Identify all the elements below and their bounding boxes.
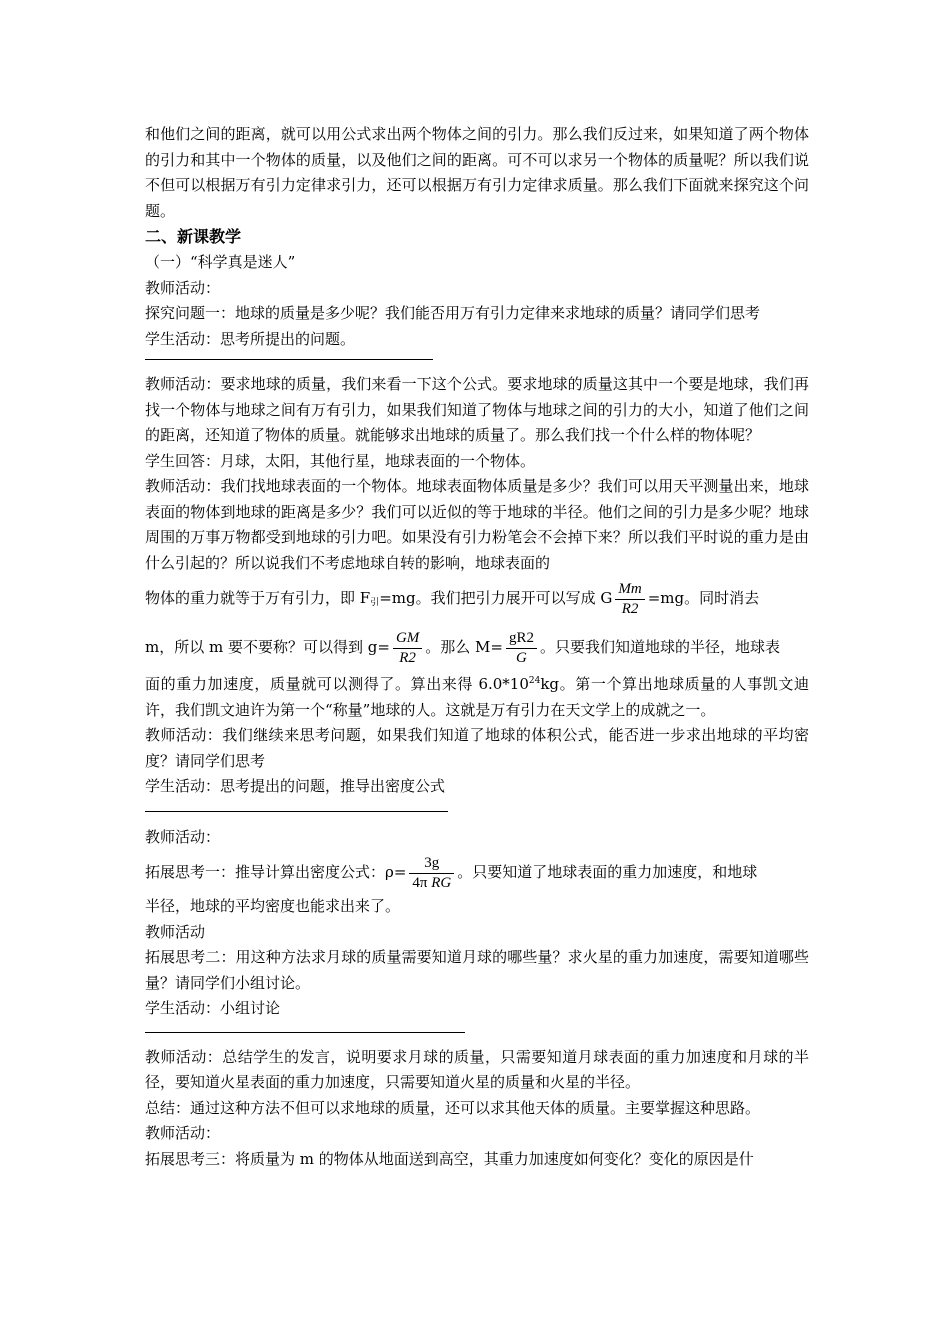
answer-line	[145, 359, 433, 360]
formula-line	[145, 576, 809, 625]
summary: 总结：通过这种方法不但可以求地球的质量，还可以求其他天体的质量。主要掌握这种思路。	[145, 1098, 761, 1117]
text-run: m，所以 m 要不要称？可以得到 g=	[145, 638, 390, 656]
text-run: 拓展思考一：推导计算出密度公式：ρ=	[145, 863, 407, 881]
fraction-gm-over-r2	[393, 629, 422, 668]
text-run: 。只要我们知道地球的半径，地球表	[539, 638, 780, 656]
numerator: gR2	[506, 629, 537, 649]
teacher-activity: 教师活动：我们继续来思考问题，如果我们知道了地球的体积公式，能否进一步求出地球的平均密度？请同学们思考	[145, 726, 809, 770]
text-run: 物体的重力就等于万有引力，即 F	[145, 589, 371, 607]
teacher-activity: 教师活动：我们找地球表面的一个物体。地球表面物体质量是多少？我们可以用天平测量出来，地球表面的物体到地球的距离是多少？我们可以近似的等于地球的半径。他们之间的引力是多少呢？地球周围的万事万物都受到地球的引力吧。如果没有引力粉笔会不会掉下来？所以我们平时说的重力是由什么引起的？所以说我们不考虑地球自转的影响，地球表面的	[145, 477, 809, 572]
teacher-activity-label: 教师活动	[145, 922, 206, 941]
fraction-density	[409, 854, 454, 893]
answer-line	[145, 1032, 465, 1033]
teacher-activity: 教师活动：要求地球的质量，我们来看一下这个公式。要求地球的质量这其中一个要是地球，我们再找一个物体与地球之间有万有引力，如果我们知道了物体与地球之间的引力的大小，知道了他们之间的距离，还知道了物体的质量。就能够求出地球的质量了。那么我们找一个什么样的物体呢？	[145, 375, 809, 444]
student-answer: 学生回答：月球，太阳，其他行星，地球表面的一个物体。	[145, 451, 536, 470]
fraction-gr2-over-g	[506, 629, 537, 668]
numerator: Mm	[615, 580, 644, 600]
document-page	[145, 122, 809, 1172]
text-run: 。只要知道了地球表面的重力加速度，和地球	[457, 863, 758, 881]
intro-paragraph: 和他们之间的距离，就可以用公式求出两个物体之间的引力。那么我们反过来，如果知道了两个物体的引力和其中一个物体的质量，以及他们之间的距离。可不可以求另一个物体的质量呢？所以我们说不但可以根据万有引力定律求引力，还可以根据万有引力定律求质量。那么我们下面就来探究这个问题。	[145, 125, 809, 220]
student-activity: 学生活动：思考所提出的问题。	[145, 329, 356, 348]
denominator-part: 4π	[412, 874, 428, 891]
denominator: R2	[399, 649, 416, 666]
extension-thought-two: 拓展思考二：用这种方法求月球的质量需要知道月球的哪些量？求火星的重力加速度，需要知道哪些量？请同学们小组讨论。	[145, 948, 809, 992]
text-run: =mg。我们把引力展开可以写成 G	[379, 589, 613, 607]
fraction-mm-over-r2	[615, 580, 644, 619]
formula-line	[145, 625, 809, 669]
subscript: 引	[370, 598, 380, 608]
teacher-activity-continued	[145, 669, 809, 723]
student-activity: 学生活动：思考提出的问题，推导出密度公式	[145, 777, 446, 795]
section-heading: 二、新课教学	[145, 227, 242, 246]
answer-line	[145, 811, 448, 812]
inquiry-question-one: 探究问题一：地球的质量是多少呢？我们能否用万有引力定律来求地球的质量？请同学们思考	[145, 304, 761, 322]
superscript: 24	[528, 676, 541, 686]
teacher-activity: 教师活动：总结学生的发言，说明要求月球的质量，只需要知道月球表面的重力加速度和月球的半径，要知道火星表面的重力加速度，只需要知道火星的质量和火星的半径。	[145, 1047, 809, 1091]
text-run: 面的重力加速度，质量就可以测得了。算出来得 6.0*10	[145, 675, 529, 693]
student-activity: 学生活动：小组讨论	[145, 999, 281, 1017]
numerator: GM	[393, 629, 422, 649]
formula-line	[145, 850, 809, 894]
subsection-title: （一）“科学真是迷人”	[145, 253, 296, 271]
extension-continued: 半径，地球的平均密度也能求出来了。	[145, 897, 401, 915]
denominator: R2	[621, 600, 639, 617]
numerator: 3g	[409, 854, 454, 874]
extension-thought-three: 拓展思考三：将质量为 m 的物体从地面送到高空，其重力加速度如何变化？变化的原因是什	[145, 1149, 754, 1168]
text-run: kg。第一个算出地球质量的人事凯文迪许，我们凯文迪许为第一个“称量”地球的人。这就是万有引力在天文学上的成就之一。	[145, 675, 809, 719]
teacher-activity-label: 教师活动：	[145, 1124, 221, 1142]
denominator: G	[516, 649, 527, 666]
text-run: =mg。同时消去	[647, 589, 760, 607]
text-run: 。那么 M=	[425, 638, 503, 656]
teacher-activity-label: 教师活动：	[145, 278, 221, 297]
denominator-part: RG	[431, 874, 452, 891]
teacher-activity-label: 教师活动：	[145, 827, 221, 846]
